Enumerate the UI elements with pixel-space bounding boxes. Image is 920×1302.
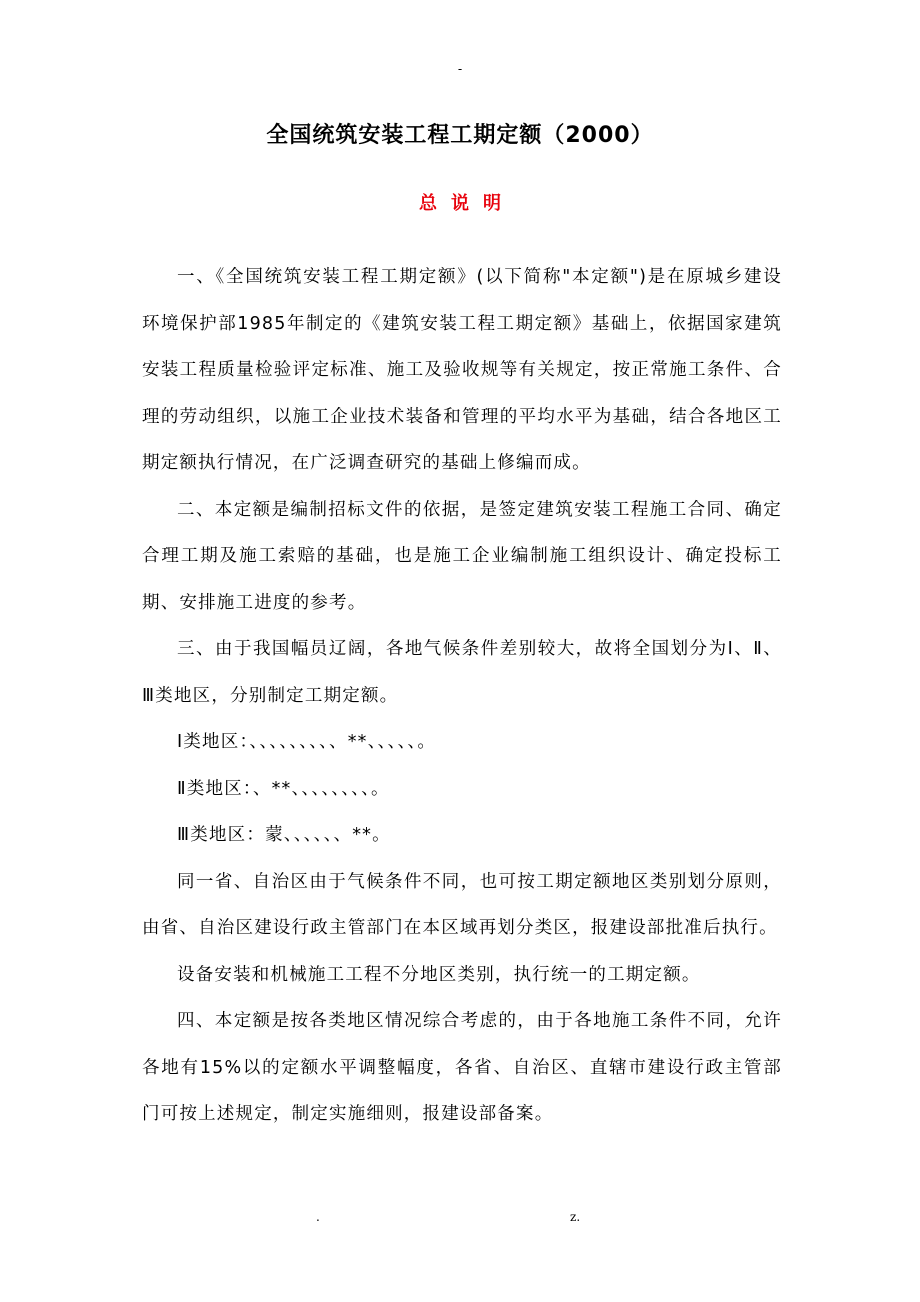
region-class-1: Ⅰ类地区：、、、、、、、、、**、、、、、。 — [177, 732, 437, 752]
document-title: 全国统筑安装工程工期定额（2000） — [266, 123, 654, 148]
region-class-3: Ⅲ类地区：蒙、、、、、、**。 — [177, 825, 391, 845]
paragraph-1: 一、《全国统筑安装工程工期定额》(以下简称"本定额")是在原城乡建设环境保护部1985年制定的《建筑安装工程工期定额》基础上，依据国家建筑安装工程质量检验评定标准、施工及验收规等有关规定，按正常施工条件、合理的劳动组织，以施工企业技术装备和管理的平均水平为基础，结合各地区工期定额执行情况，在广泛调查研究的基础上修编而成。 — [142, 267, 782, 473]
paragraph-6: 四、本定额是按各类地区情况综合考虑的，由于各地施工条件不同，允许各地有15%以的定额水平调整幅度，各省、自治区、直辖市建设行政主管部门可按上述规定，制定实施细则，报建设部备案。 — [142, 1011, 782, 1124]
footer-right-mark: z. — [570, 1210, 581, 1224]
paragraph-3: 三、由于我国幅员辽阔，各地气候条件差别较大，故将全国划分为Ⅰ、Ⅱ、Ⅲ类地区，分别制定工期定额。 — [142, 639, 782, 706]
paragraph-2: 二、本定额是编制招标文件的依据，是签定建筑安装工程施工合同、确定合理工期及施工索赔的基础，也是施工企业编制施工组织设计、确定投标工期、安排施工进度的参考。 — [142, 499, 782, 613]
paragraph-4: 同一省、自治区由于气候条件不同，也可按工期定额地区类别划分原则，由省、自治区建设行政主管部门在本区域再划分类区，报建设部批准后执行。 — [142, 871, 782, 938]
section-heading: 总说明 — [419, 193, 515, 214]
paragraph-5: 设备安装和机械施工工程不分地区类别，执行统一的工期定额。 — [177, 964, 701, 985]
region-class-2: Ⅱ类地区：、**、、、、、、、、。 — [177, 778, 390, 799]
body-text — [142, 254, 782, 1138]
footer-left-mark: . — [316, 1210, 320, 1224]
header-mark: - — [457, 62, 463, 76]
